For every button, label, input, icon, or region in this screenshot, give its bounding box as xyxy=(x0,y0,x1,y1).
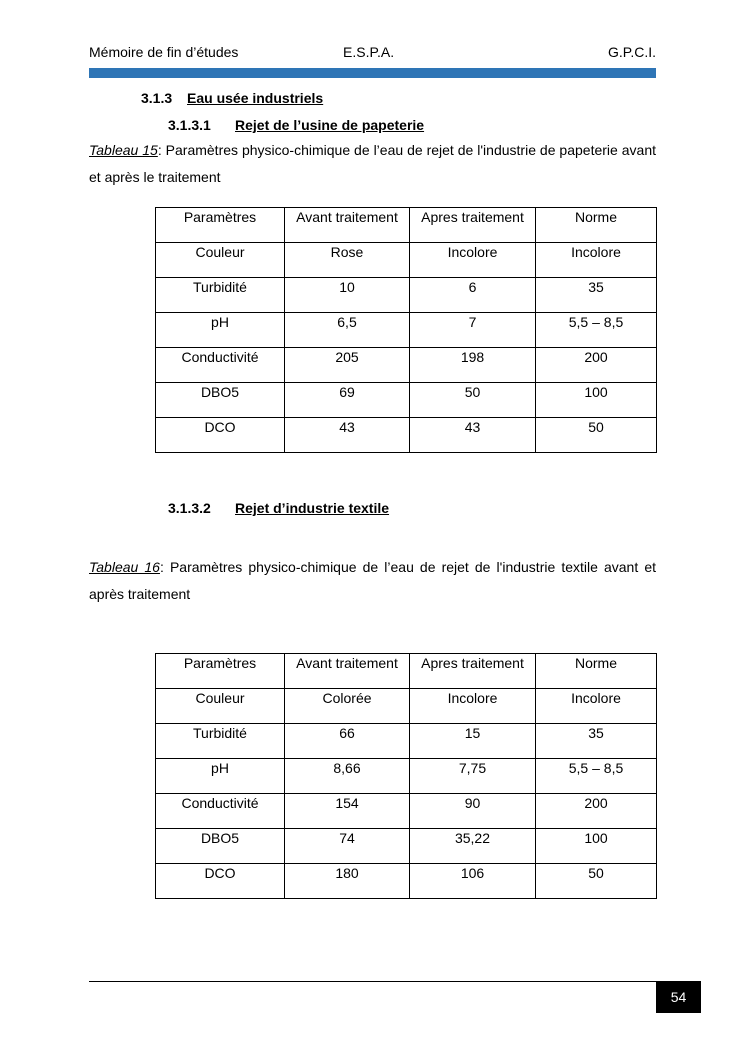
table-15-caption-text: : Paramètres physico-chimique de l’eau de rejet de l'industrie de papeterie avant et après le traitement xyxy=(89,142,656,185)
table-row xyxy=(156,829,657,864)
table-15-label: Tableau 15 xyxy=(89,142,158,158)
table-row xyxy=(156,689,657,724)
subsection-1-title: Rejet de l’usine de papeterie xyxy=(235,117,425,133)
table-header-cell: Paramètres xyxy=(156,208,285,243)
table-cell: 50 xyxy=(410,383,536,418)
table-15 xyxy=(155,207,657,453)
table-cell: Incolore xyxy=(410,689,536,724)
table-cell: 10 xyxy=(285,278,410,313)
table-16 xyxy=(155,653,657,899)
table-cell: 35 xyxy=(536,724,657,759)
table-cell: pH xyxy=(156,313,285,348)
header-center: E.S.P.A. xyxy=(343,44,395,60)
table-cell: 100 xyxy=(536,383,657,418)
table-cell: 7,75 xyxy=(410,759,536,794)
table-cell: 180 xyxy=(285,864,410,899)
table-cell: 66 xyxy=(285,724,410,759)
subsection-1-heading xyxy=(168,117,424,133)
table-cell: 69 xyxy=(285,383,410,418)
subsection-2-number: 3.1.3.2 xyxy=(168,500,211,516)
table-cell: Incolore xyxy=(536,689,657,724)
footer-line xyxy=(89,981,701,982)
table-cell: 8,66 xyxy=(285,759,410,794)
table-cell: 35,22 xyxy=(410,829,536,864)
table-cell: 50 xyxy=(536,418,657,453)
table-cell: 5,5 – 8,5 xyxy=(536,759,657,794)
table-cell: 200 xyxy=(536,348,657,383)
section-heading xyxy=(141,90,323,106)
table-16-label: Tableau 16 xyxy=(89,559,160,575)
table-row xyxy=(156,759,657,794)
table-row xyxy=(156,313,657,348)
table-cell: 43 xyxy=(410,418,536,453)
table-cell: Incolore xyxy=(410,243,536,278)
table-cell: 154 xyxy=(285,794,410,829)
table-cell: 6,5 xyxy=(285,313,410,348)
table-cell: 205 xyxy=(285,348,410,383)
table-row xyxy=(156,864,657,899)
table-cell: Rose xyxy=(285,243,410,278)
subsection-1-number: 3.1.3.1 xyxy=(168,117,211,133)
table-cell: 74 xyxy=(285,829,410,864)
table-header-row xyxy=(156,654,657,689)
table-cell: Conductivité xyxy=(156,794,285,829)
table-row xyxy=(156,243,657,278)
table-header-cell: Apres traitement xyxy=(410,208,536,243)
table-cell: 200 xyxy=(536,794,657,829)
table-cell: 90 xyxy=(410,794,536,829)
section-title: Eau usée industriels xyxy=(187,90,324,106)
table-row xyxy=(156,418,657,453)
table-cell: 100 xyxy=(536,829,657,864)
table-cell: 7 xyxy=(410,313,536,348)
table-cell: Colorée xyxy=(285,689,410,724)
table-header-cell: Avant traitement xyxy=(285,208,410,243)
table-cell: 43 xyxy=(285,418,410,453)
table-row xyxy=(156,348,657,383)
table-cell: 198 xyxy=(410,348,536,383)
table-cell: DCO xyxy=(156,864,285,899)
table-cell: 15 xyxy=(410,724,536,759)
table-header-cell: Paramètres xyxy=(156,654,285,689)
section-number: 3.1.3 xyxy=(141,90,173,106)
table-row xyxy=(156,383,657,418)
table-cell: Couleur xyxy=(156,689,285,724)
table-header-cell: Norme xyxy=(536,654,657,689)
table-cell: Turbidité xyxy=(156,724,285,759)
page-number: 54 xyxy=(656,982,701,1013)
header-left: Mémoire de fin d’études xyxy=(89,44,239,60)
table-header-row xyxy=(156,208,657,243)
table-cell: 6 xyxy=(410,278,536,313)
table-cell: Incolore xyxy=(536,243,657,278)
table-header-cell: Avant traitement xyxy=(285,654,410,689)
table-row xyxy=(156,724,657,759)
table-cell: DBO5 xyxy=(156,383,285,418)
table-header-cell: Norme xyxy=(536,208,657,243)
table-cell: DBO5 xyxy=(156,829,285,864)
table-row xyxy=(156,794,657,829)
table-cell: Conductivité xyxy=(156,348,285,383)
table-cell: Couleur xyxy=(156,243,285,278)
table-15-caption xyxy=(89,137,656,191)
subsection-2-heading xyxy=(168,500,389,516)
table-header-cell: Apres traitement xyxy=(410,654,536,689)
table-cell: pH xyxy=(156,759,285,794)
subsection-2-title: Rejet d’industrie textile xyxy=(235,500,390,516)
table-cell: 50 xyxy=(536,864,657,899)
table-cell: 106 xyxy=(410,864,536,899)
table-cell: DCO xyxy=(156,418,285,453)
table-cell: 35 xyxy=(536,278,657,313)
header-right: G.P.C.I. xyxy=(608,44,656,60)
table-cell: Turbidité xyxy=(156,278,285,313)
table-cell: 5,5 – 8,5 xyxy=(536,313,657,348)
header-bar xyxy=(89,68,656,78)
table-16-caption xyxy=(89,554,656,608)
table-row xyxy=(156,278,657,313)
table-16-caption-text: : Paramètres physico-chimique de l’eau de rejet de l'industrie textile avant et après traitement xyxy=(89,559,656,602)
